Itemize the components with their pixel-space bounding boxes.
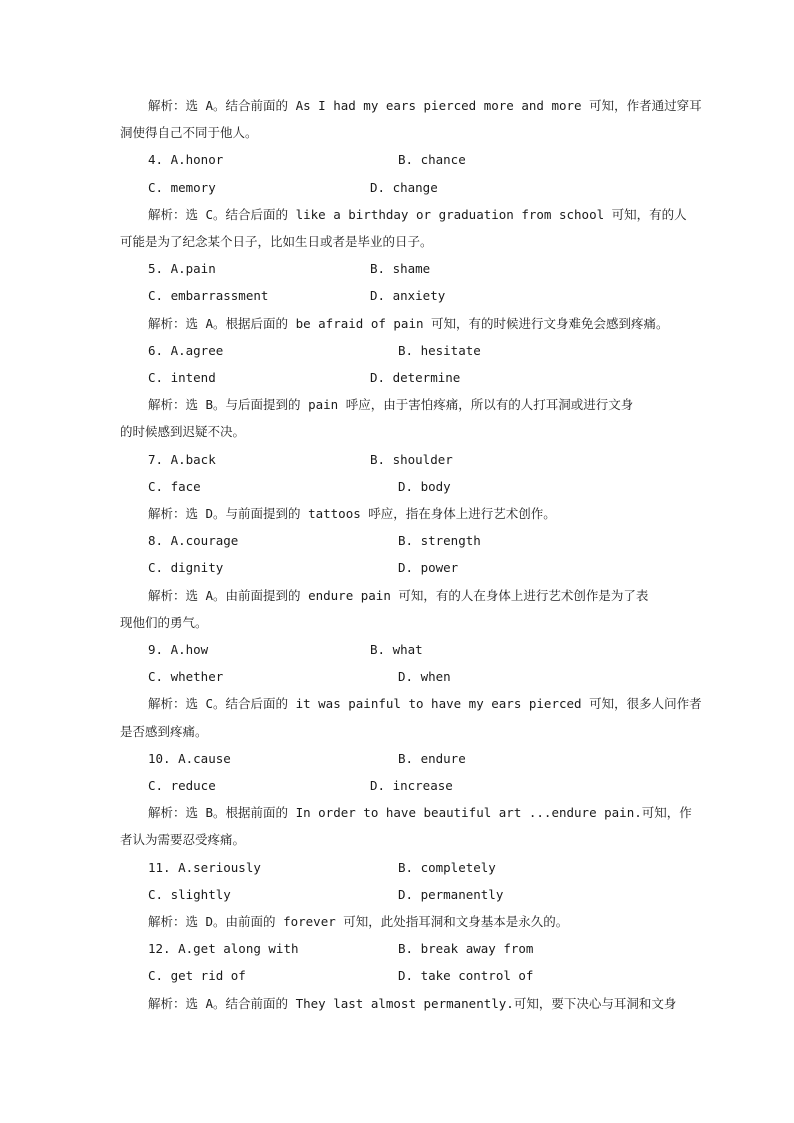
option-b: D. change [370,179,438,195]
option-a: 6. A.agree [148,342,224,358]
continuation-line: 可能是为了纪念某个日子，比如生日或者是毕业的日子。 [120,234,433,249]
option-row [0,146,794,173]
option-a: 10. A.cause [148,750,231,766]
continuation-line: 洞使得自己不同于他人。 [120,125,258,141]
option-b: B. chance [398,152,466,168]
option-b: D. when [398,669,451,685]
explanation-line: 解析：选 C。结合后面的 like a birthday or graduation from school 可知，有的人 [148,206,687,222]
option-a: C. memory [148,179,216,195]
explanation-line: 解析：选 A。结合前面的 As I had my ears pierced more and more 可知，作者通过穿耳 [148,98,702,113]
option-row [0,337,794,364]
continuation-line: 现他们的勇气。 [120,614,208,630]
option-row [0,745,794,772]
option-row [0,772,794,799]
explanation-line: 解析：选 D。与前面提到的 tattoos 呼应，指在身体上进行艺术创作。 [148,506,556,521]
option-a: 11. A.seriously [148,859,261,875]
option-b: B. break away from [398,941,534,957]
continuation-line: 是否感到疼痛。 [120,723,208,739]
option-a: 12. A.get along with [148,941,299,957]
explanation-line: 解析：选 B。与后面提到的 pain 呼应，由于害怕疼痛，所以有的人打耳洞或进行文身 [148,397,634,413]
option-row [0,854,794,881]
option-row [0,364,794,391]
option-b: B. shame [370,261,431,277]
continuation-line: 者认为需要忍受疼痛。 [120,832,246,848]
option-b: B. what [370,642,423,657]
option-a: C. face [148,478,201,494]
option-a: 5. A.pain [148,261,216,277]
explanation-line: 解析：选 A。结合前面的 They last almost permanently.可知，要下决心与耳洞和文身 [148,995,677,1011]
explanation-line: 解析：选 C。结合后面的 it was painful to have my ears pierced 可知，很多人问作者 [148,696,702,712]
option-row [0,473,794,500]
option-row [0,446,794,473]
option-b: D. determine [370,370,461,385]
explanation-line: 解析：选 A。由前面提到的 endure pain 可知，有的人在身体上进行艺术创作是为了表 [148,587,649,603]
option-a: C. slightly [148,886,231,902]
option-b: D. permanently [398,886,504,902]
option-b: D. increase [370,778,453,793]
option-row [0,255,794,282]
option-row [0,881,794,908]
option-b: D. body [398,478,451,494]
option-a: 7. A.back [148,451,216,467]
option-a: C. whether [148,669,224,685]
option-row [0,527,794,554]
option-b: B. strength [398,533,481,549]
option-b: D. anxiety [370,288,446,304]
explanation-line: 解析：选 D。由前面的 forever 可知，此处指耳洞和文身基本是永久的。 [148,914,569,929]
option-a: 8. A.courage [148,533,239,549]
option-a: 9. A.how [148,642,209,657]
option-row [0,636,794,663]
option-row [0,962,794,989]
option-b: D. take control of [398,968,534,984]
explanation-line: 解析：选 A。根据后面的 be afraid of pain 可知，有的时候进行文身难免会感到疼痛。 [148,315,669,331]
option-b: B. endure [398,750,466,766]
option-a: C. reduce [148,778,216,793]
option-b: B. hesitate [398,342,481,358]
option-row [0,174,794,201]
option-b: D. power [398,560,459,576]
continuation-line: 的时候感到迟疑不决。 [120,424,246,440]
option-a: C. embarrassment [148,288,269,304]
option-a: C. dignity [148,560,224,576]
explanation-line: 解析：选 B。根据前面的 In order to have beautiful art ...endure pain.可知，作 [148,805,692,821]
option-row [0,663,794,690]
option-a: 4. A.honor [148,152,224,168]
option-row [0,282,794,309]
option-a: C. get rid of [148,968,246,984]
option-row [0,935,794,962]
option-b: B. shoulder [370,451,453,467]
option-row [0,554,794,581]
option-a: C. intend [148,370,216,385]
option-b: B. completely [398,859,496,875]
